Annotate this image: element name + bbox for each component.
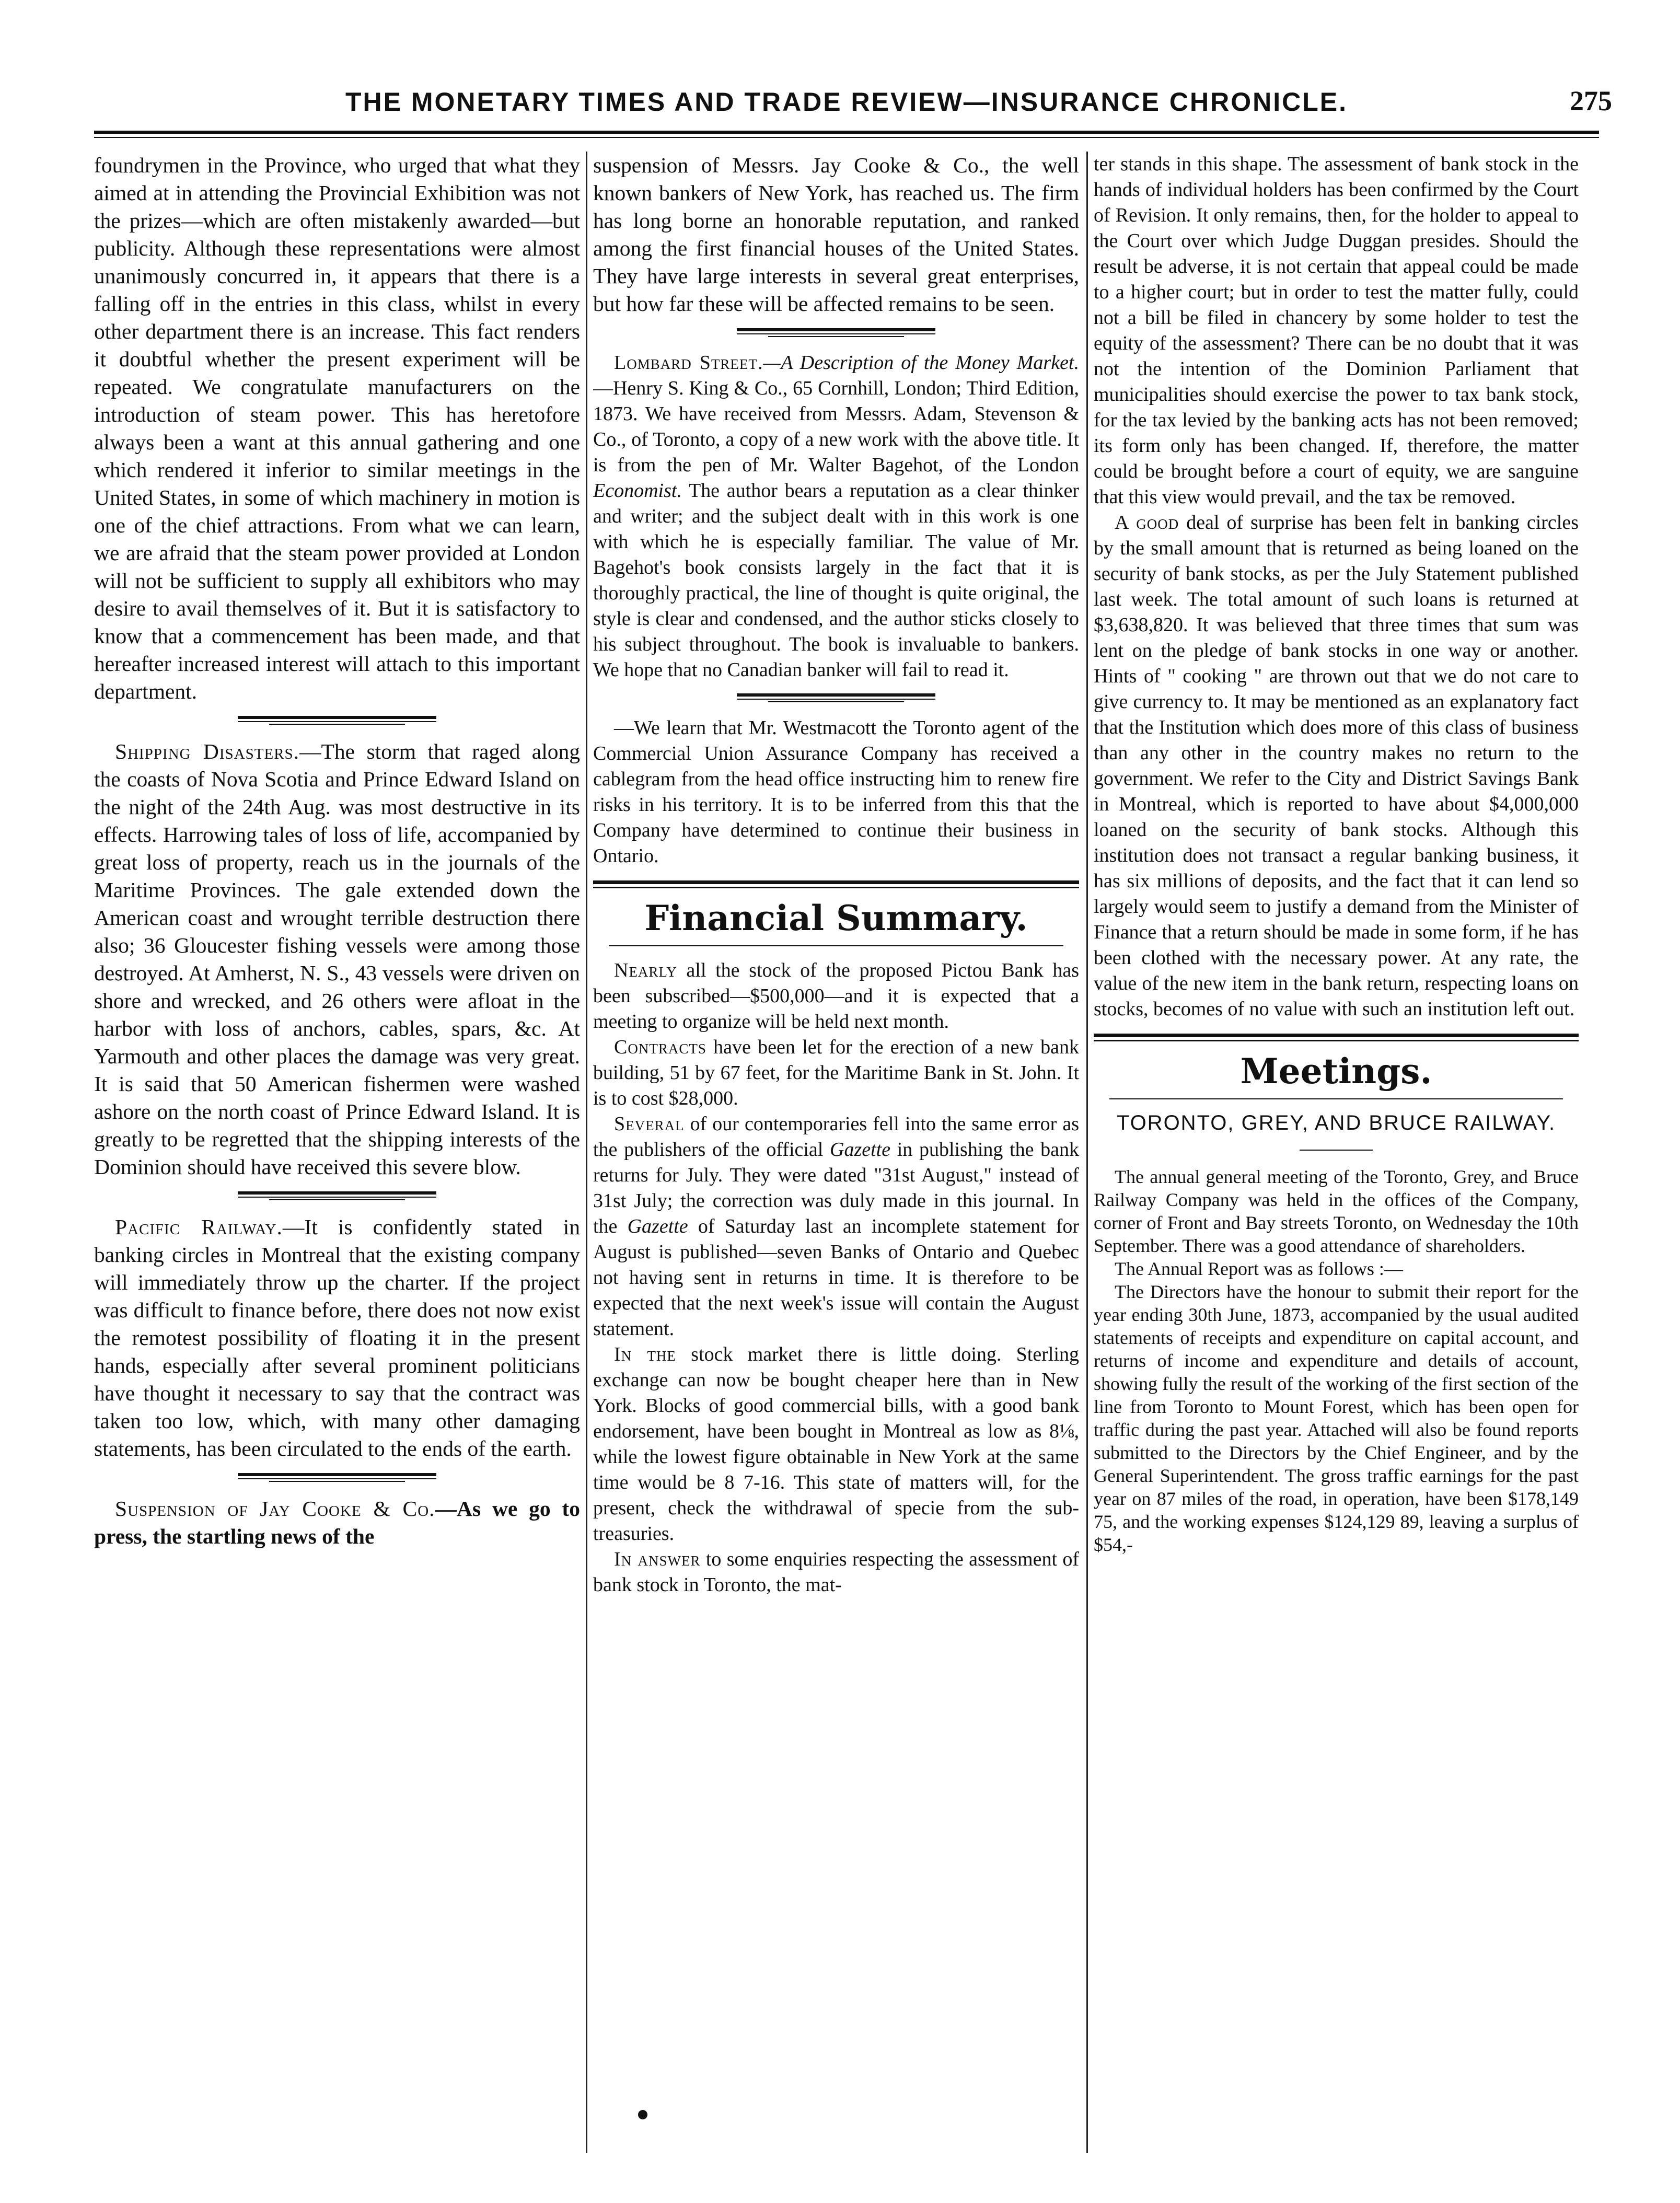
gazette-title: Gazette (830, 1139, 891, 1161)
heading-underline (609, 942, 1063, 950)
printers-mark (638, 2110, 647, 2119)
meetings-rule (1094, 1031, 1579, 1044)
financial-summary-rule (593, 878, 1079, 891)
lombard-street-paragraph (593, 350, 1079, 683)
lombard-street-body-1: —Henry S. King & Co., 65 Cornhill, London; Third Edition, 1873. We have received from Messrs. Adam, Stevenson & Co., of Toronto, a copy of a new work with the above title. It is from the pen of Mr. Walter Bagehot, of the London (593, 377, 1079, 476)
jay-cooke-body: —As we go to press, the startling news of the (94, 1497, 580, 1548)
section-ornament (238, 1472, 436, 1483)
section-ornament (737, 692, 935, 704)
column-divider (1086, 152, 1088, 2153)
meeting-paragraph-2: The Annual Report was as follows :— (1115, 1258, 1403, 1279)
pacific-railway-body: —It is confidently stated in banking circles in Montreal that the existing company will immediately throw up the charter. If the project was difficult to finance before, there does not now exist the remotest possibility of floating it in the present hands, especially after several prominent politicians have thought it necessary to say that the contract was taken too low, which, with many other damaging statements, has been circulated to the ends of the earth. (94, 1215, 580, 1460)
exhibition-paragraph: foundrymen in the Province, who urged that what they aimed at in attending the Provincial Exhibition was not the prizes—which are often mistakenly awarded—but publicity. Although these representations were almost unanimously concurred in, it appears that there is a falling off in the entries in this class, whilst in every other department there is an increase. This fact renders it doubtful whether the present experiment will be repeated. We congratulate manufacturers on the introduction of steam power. This has heretofore always been a want at this annual gathering and one which rendered it inferior to similar meetings in the United States, in some of which machinery in motion is one of the chief attractions. From what we can learn, we are afraid that the steam power provided at London will not be sufficient to supply all exhibitors who may desire to avail themselves of it. But it is satisfactory to know that a commencement has been made, and that hereafter increased interest will attach to this important department. (94, 153, 580, 703)
jay-cooke-paragraph (94, 1495, 580, 1550)
good-body: deal of surprise has been felt in banking circles by the small amount that is returned as being loaned on the security of bank stocks, as per the July Statement published last week. The total amount of such loans is returned at $3,638,820. It was believed that three times that sum was lent on the pledge of bank stocks in one way or another. Hints of " cooking " are thrown out that we do not care to give currency to. It may be mentioned as an explanatory fact that the Institution which does more of this class of business than any other in the country makes no return to the government. We refer to the City and District Savings Bank in Montreal, which is reported to have about $4,000,000 loaned on the security of bank stocks. Although this institution does not transact a regular banking business, it has six millions of deposits, and the fact that it can lend so largely would seem to justify a demand from the Minister of Finance that a return should be made in some form, if he has been clothed with the necessary power. At any rate, the value of the new item in the bank return, respecting loans on stocks, becomes of no value with such an institution left out. (1094, 512, 1579, 1020)
several-body-2: in publishing the bank returns for July. They were dated "31st August," instead of 31st July; the correction was duly made in this journal. In the (593, 1139, 1079, 1237)
section-ornament (238, 1190, 436, 1202)
contracts-lead: Contracts (614, 1036, 706, 1058)
stock-lead: In the (614, 1343, 676, 1365)
bank-stock-assessment-paragraph: ter stands in this shape. The assessment of bank stock in the hands of individual holders has been confirmed by the Court of Revision. It only remains, then, for the holder to appeal to the Court over which Judge Duggan presides. Should the result be adverse, it is not certain that appeal could be made to a higher court; but in order to test the matter fully, could not a bill be filed in chancery by some holder to test the equity of the assessment? There can be no doubt that it was not the intention of the Dominion Parliament that municipalities should exercise the power to tax bank stock, for the tax levied by the banking acts has not been removed; its form only has been changed. If, therefore, the matter could be brought before a court of equity, we are sanguine that this view would prevail, and the tax be removed. (1094, 153, 1579, 508)
pictou-bank-paragraph (593, 958, 1079, 1035)
page-number: 275 (1570, 85, 1612, 117)
gazette-title-2: Gazette (627, 1215, 688, 1237)
pacific-railway-paragraph (94, 1213, 580, 1463)
heading-underline (1109, 1095, 1563, 1104)
shipping-disasters-body: —The storm that raged along the coasts of Nova Scotia and Prince Edward Island on the night of the 24th Aug. was most destructive in its effects. Harrowing tales of loss of life, accompanied by great loss of property, reach us in the journals of the Maritime Provinces. The gale extended down the American coast and wrought terrible destruction there also; 36 Gloucester fishing vessels were among those destroyed. At Amherst, N. S., 43 vessels were driven on shore and wrecked, and 26 others were afloat in the harbor with loss of anchors, cables, spars, &c. At Yarmouth and other places the damage was very great. It is said that 50 American fishermen were washed ashore on the north coast of Prince Edward Island. It is greatly to be regretted that the shipping interests of the Dominion should have received this severe blow. (94, 739, 580, 1179)
meetings-heading: Meetings. (1240, 1051, 1432, 1092)
answer-lead: In answer (614, 1548, 701, 1570)
column-3 (1094, 152, 1579, 2153)
westmacott-paragraph: —We learn that Mr. Westmacott the Toronto agent of the Commercial Union Assurance Company has received a cablegram from the head office instructing him to renew fire risks in his territory. It is to be inferred from this that the Company have determined to continue their business in Ontario. (593, 717, 1079, 867)
gazette-paragraph (593, 1111, 1079, 1342)
answer-body: to some enquiries respecting the assessment of bank stock in Toronto, the mat- (593, 1548, 1079, 1596)
column-divider (586, 152, 587, 2153)
running-head: THE MONETARY TIMES AND TRADE REVIEW—INSURANCE CHRONICLE. (345, 87, 1348, 117)
meeting-paragraph-3: The Directors have the honour to submit their report for the year ending 30th June, 1873, accompanied by the usual audited statements of receipts and expenditure on capital account, and returns of income and expenditure and details of account, showing fully the result of the working of the first section of the line from Toronto to Mount Forest, which has been open for traffic during the past year. Attached will also be found reports submitted to the Directors by the Chief Engineer, and by the General Superintendent. The gross traffic earnings for the past year on 87 miles of the road, in operation, have been $178,149 75, and the working expenses $124,129 89, leaving a surplus of $54,- (1094, 1281, 1579, 1555)
lombard-street-lead: Lombard Street. (614, 352, 763, 374)
several-body-3: of Saturday last an incomplete statement for August is published—seven Banks of Ontario and Quebec not having sent in returns in time. It is therefore to be expected that the next week's issue will contain the August statement. (593, 1215, 1079, 1340)
short-rule (1300, 1150, 1373, 1151)
bank-stock-answer-paragraph (593, 1547, 1079, 1598)
stock-body: stock market there is little doing. Sterling exchange can now be bought cheaper here than in New York. Blocks of good commercial bills, with a good bank endorsement, have been bought in Montreal as low as 8⅛, while the lowest figure obtainable in New York at the same time would be 8 7-16. This state of matters will, for the present, check the withdrawal of specie from the sub-treasuries. (593, 1343, 1079, 1545)
stock-market-paragraph (593, 1342, 1079, 1547)
contracts-paragraph (593, 1035, 1079, 1111)
economist-title: Economist. (593, 480, 682, 502)
header-rule (94, 131, 1599, 134)
pictou-lead: Nearly (614, 959, 677, 981)
meeting-paragraph-1: The annual general meeting of the Toronto, Grey, and Bruce Railway Company was held in the offices of the Company, corner of Front and Bay streets Toronto, on Wednesday the 10th September. There was a good attendance of shareholders. (1094, 1166, 1579, 1256)
contracts-body: have been let for the erection of a new bank building, 51 by 67 feet, for the Maritime Bank in St. John. It is to cost $28,000. (593, 1036, 1079, 1109)
section-ornament (238, 715, 436, 726)
column-1 (94, 152, 580, 2153)
lombard-street-body-2: The author bears a reputation as a clear thinker and writer; and the subject dealt with in this work is one with which he is especially familiar. The value of Mr. Bagehot's book consists largely in the fact that it is thoroughly practical, the line of thought is quite original, the style is clear and condensed, and the author sticks closely to his subject throughout. The book is invaluable to bankers. We hope that no Canadian banker will fail to read it. (593, 480, 1079, 681)
jay-cooke-continued: suspension of Messrs. Jay Cooke & Co., the well known bankers of New York, has reached us. The firm has long borne an honorable reputation, and ranked among the first financial houses of the United States. They have large interests in several great enterprises, but how far these will be affected remains to be seen. (593, 153, 1079, 316)
shipping-disasters-paragraph (94, 738, 580, 1181)
shipping-disasters-lead: Shipping Disasters. (115, 739, 300, 763)
pictou-body: all the stock of the proposed Pictou Bank has been subscribed—$500,000—and it is expected that a meeting to organize will be held next month. (593, 959, 1079, 1033)
section-ornament (737, 327, 935, 339)
jay-cooke-lead: Suspension of Jay Cooke & Co. (115, 1497, 435, 1521)
column-2 (593, 152, 1079, 2153)
header-rule-thin (94, 137, 1599, 138)
meeting-title: TORONTO, GREY, AND BRUCE RAILWAY. (1116, 1111, 1556, 1134)
lombard-street-title: —A Description of the Money Market. (763, 352, 1079, 374)
bank-loans-paragraph (1094, 510, 1579, 1022)
good-lead: A good (1115, 512, 1179, 534)
several-body-1: of our contemporaries fell into the same error as the publishers of the official (593, 1113, 1079, 1161)
financial-summary-heading: Financial Summary. (644, 898, 1028, 938)
several-lead: Several (614, 1113, 685, 1135)
pacific-railway-lead: Pacific Railway. (115, 1215, 283, 1239)
